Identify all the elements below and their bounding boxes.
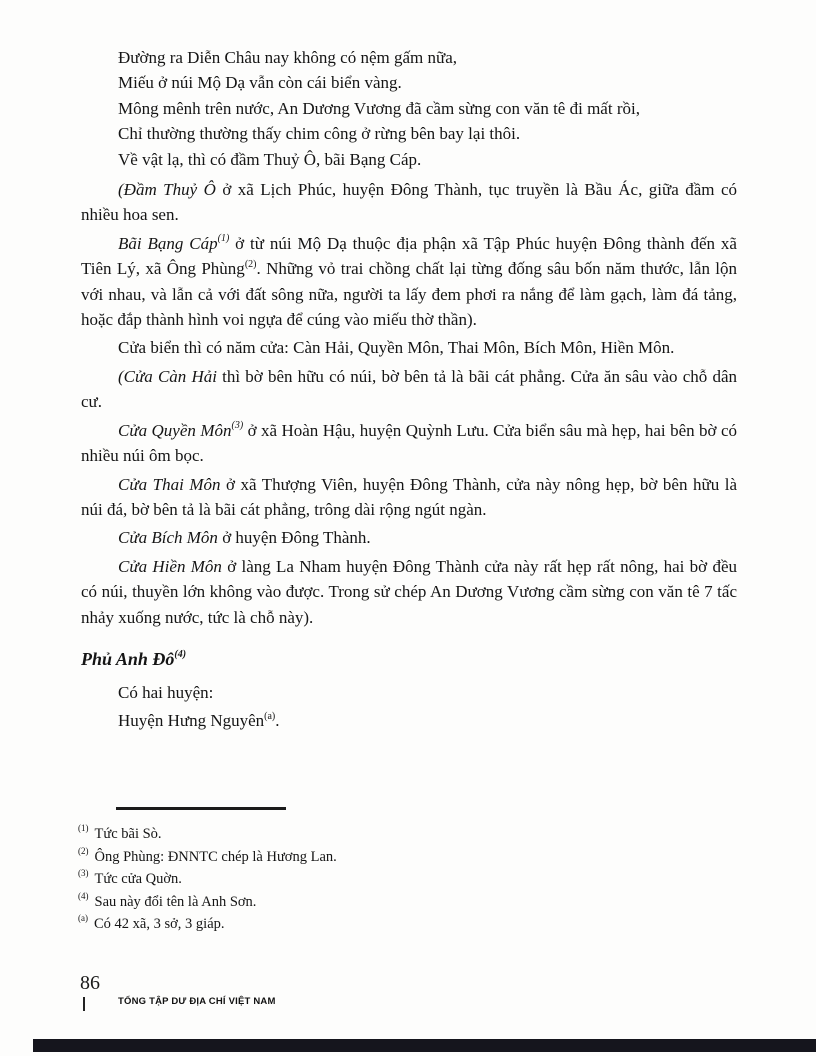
section-heading [81, 646, 737, 673]
verse-line [118, 96, 737, 121]
text-segment: thì bờ bên hữu có núi, bờ bên tả là bãi cát phẳng. Cửa ăn sâu vào chỗ dân cư. [81, 366, 737, 412]
paragraph [81, 177, 737, 228]
footnote-list [78, 823, 738, 936]
paragraph [81, 335, 737, 360]
footnote-item [78, 823, 738, 846]
text-segment: Về vật lạ, thì có đầm Thuỷ Ô, bãi Bạng Cáp. [118, 149, 422, 169]
text-segment: Bãi Bạng Cáp [118, 233, 218, 253]
footnote-reference: (2) [244, 258, 257, 270]
verse-line [118, 70, 737, 95]
footnote-marker: (3) [78, 868, 89, 879]
paragraph [81, 364, 737, 415]
footnote-marker: (4) [78, 890, 89, 901]
text-segment: Có hai huyện: [118, 682, 214, 702]
verse-block [118, 45, 737, 172]
text-segment: Huyện Hưng Nguyên [118, 711, 265, 731]
text-segment: . Những vỏ trai chồng chất lại từng đống sâu bốn năm thước, lẫn lộn với nhau, và lẫn cả với đất sông nữa, người ta lấy đem phơi ra nắng để làm gạch, làm đá tảng, hoặc đắp thành hình voi ngựa để cúng vào miếu thờ thần). [81, 259, 738, 330]
footer-tick-mark [83, 997, 85, 1011]
paragraph [81, 554, 737, 630]
footnote-marker: (1) [78, 823, 89, 834]
text-segment: Chỉ thường thường thấy chim công ở rừng bên bay lại thôi. [118, 124, 521, 144]
text-segment: Cửa Hiền Môn [118, 556, 222, 576]
verse-line [118, 45, 737, 70]
paragraph [81, 472, 737, 523]
text-segment: ở làng La Nham huyện Đông Thành cửa này rất hẹp rất nông, hai bờ đều có núi, thuyền lớn không vào được. Trong sử chép An Dương Vương cầm sừng con văn tê 7 tấc nhảy xuống nước, tức là chỗ này). [81, 556, 737, 627]
text-segment: ở xã Lịch Phúc, huyện Đông Thành, tục truyền là Bầu Ác, giữa đầm có nhiều hoa sen. [81, 180, 737, 225]
text-segment: Cửa Thai Môn [118, 474, 221, 494]
text-segment: Cửa Quyền Môn [118, 420, 232, 440]
footnote-marker: (2) [78, 845, 89, 856]
page-number: 86 [80, 972, 100, 994]
page-text-column [81, 45, 737, 734]
verse-line [118, 147, 737, 172]
footnote-item [78, 891, 738, 914]
footnote-item [78, 868, 738, 891]
footnote-divider [116, 807, 286, 810]
footnote-reference: (4) [174, 648, 187, 660]
footnote-text: Ông Phùng: ĐNNTC chép là Hương Lan. [94, 848, 337, 865]
scan-edge-artifact [33, 1039, 816, 1052]
page-footer [80, 972, 480, 1007]
text-segment: (Đầm Thuỷ Ô [118, 180, 216, 200]
footnote-reference: (a) [264, 710, 276, 722]
footnote-text: Tức bãi Sò. [94, 826, 162, 842]
text-segment: ở xã Thượng Viên, huyện Đông Thành, cửa này nông hẹp, bờ bên hữu là núi đá, bờ bên tả là bãi cát phẳng, trông dài rộng ngút ngàn. [81, 474, 737, 519]
text-segment: Cửa biển thì có năm cửa: Càn Hải, Quyền Môn, Thai Môn, Bích Môn, Hiền Môn. [118, 338, 675, 358]
footnote-text: Có 42 xã, 3 sở, 3 giáp. [94, 916, 225, 932]
text-segment: . [275, 711, 280, 731]
text-segment: Cửa Bích Môn [118, 528, 218, 548]
text-segment: (Cửa Càn Hải [118, 366, 217, 386]
footnote-reference: (1) [217, 233, 230, 245]
footnote-text: Sau này đổi tên là Anh Sơn. [94, 893, 257, 910]
paragraph [81, 680, 737, 705]
text-segment: Miếu ở núi Mộ Dạ vẫn còn cái biển vàng. [118, 73, 402, 93]
verse-line [118, 121, 737, 146]
paragraph [81, 418, 737, 469]
text-segment: ở huyện Đông Thành. [217, 528, 371, 548]
footnotes-section [78, 807, 738, 936]
book-title: TỔNG TẬP DƯ ĐỊA CHÍ VIỆT NAM [118, 996, 276, 1007]
paragraph [81, 525, 737, 550]
text-segment: ở từ núi Mộ Dạ thuộc địa phận xã Tập Phúc huyện Đông thành đến xã Tiên Lý, xã Ông Phùng [81, 233, 737, 279]
text-segment: Mông mênh trên nước, An Dương Vương đã cầm sừng con văn tê đi mất rồi, [118, 98, 640, 118]
text-segment: Đường ra Diễn Châu nay không có nệm gấm nữa, [118, 48, 458, 67]
footnote-text: Tức cửa Quờn. [94, 871, 182, 887]
footnote-reference: (3) [231, 420, 244, 432]
footnote-item [78, 913, 738, 936]
footnote-marker: (a) [78, 913, 88, 924]
footnote-item [78, 846, 738, 869]
paragraph [81, 708, 737, 733]
text-segment: Phủ Anh Đô [81, 648, 175, 669]
paragraphs-container [81, 177, 737, 734]
paragraph [81, 231, 737, 333]
text-segment: ở xã Hoàn Hậu, huyện Quỳnh Lưu. Cửa biển sâu mà hẹp, hai bên bờ có nhiều núi ôm bọc. [81, 420, 738, 466]
